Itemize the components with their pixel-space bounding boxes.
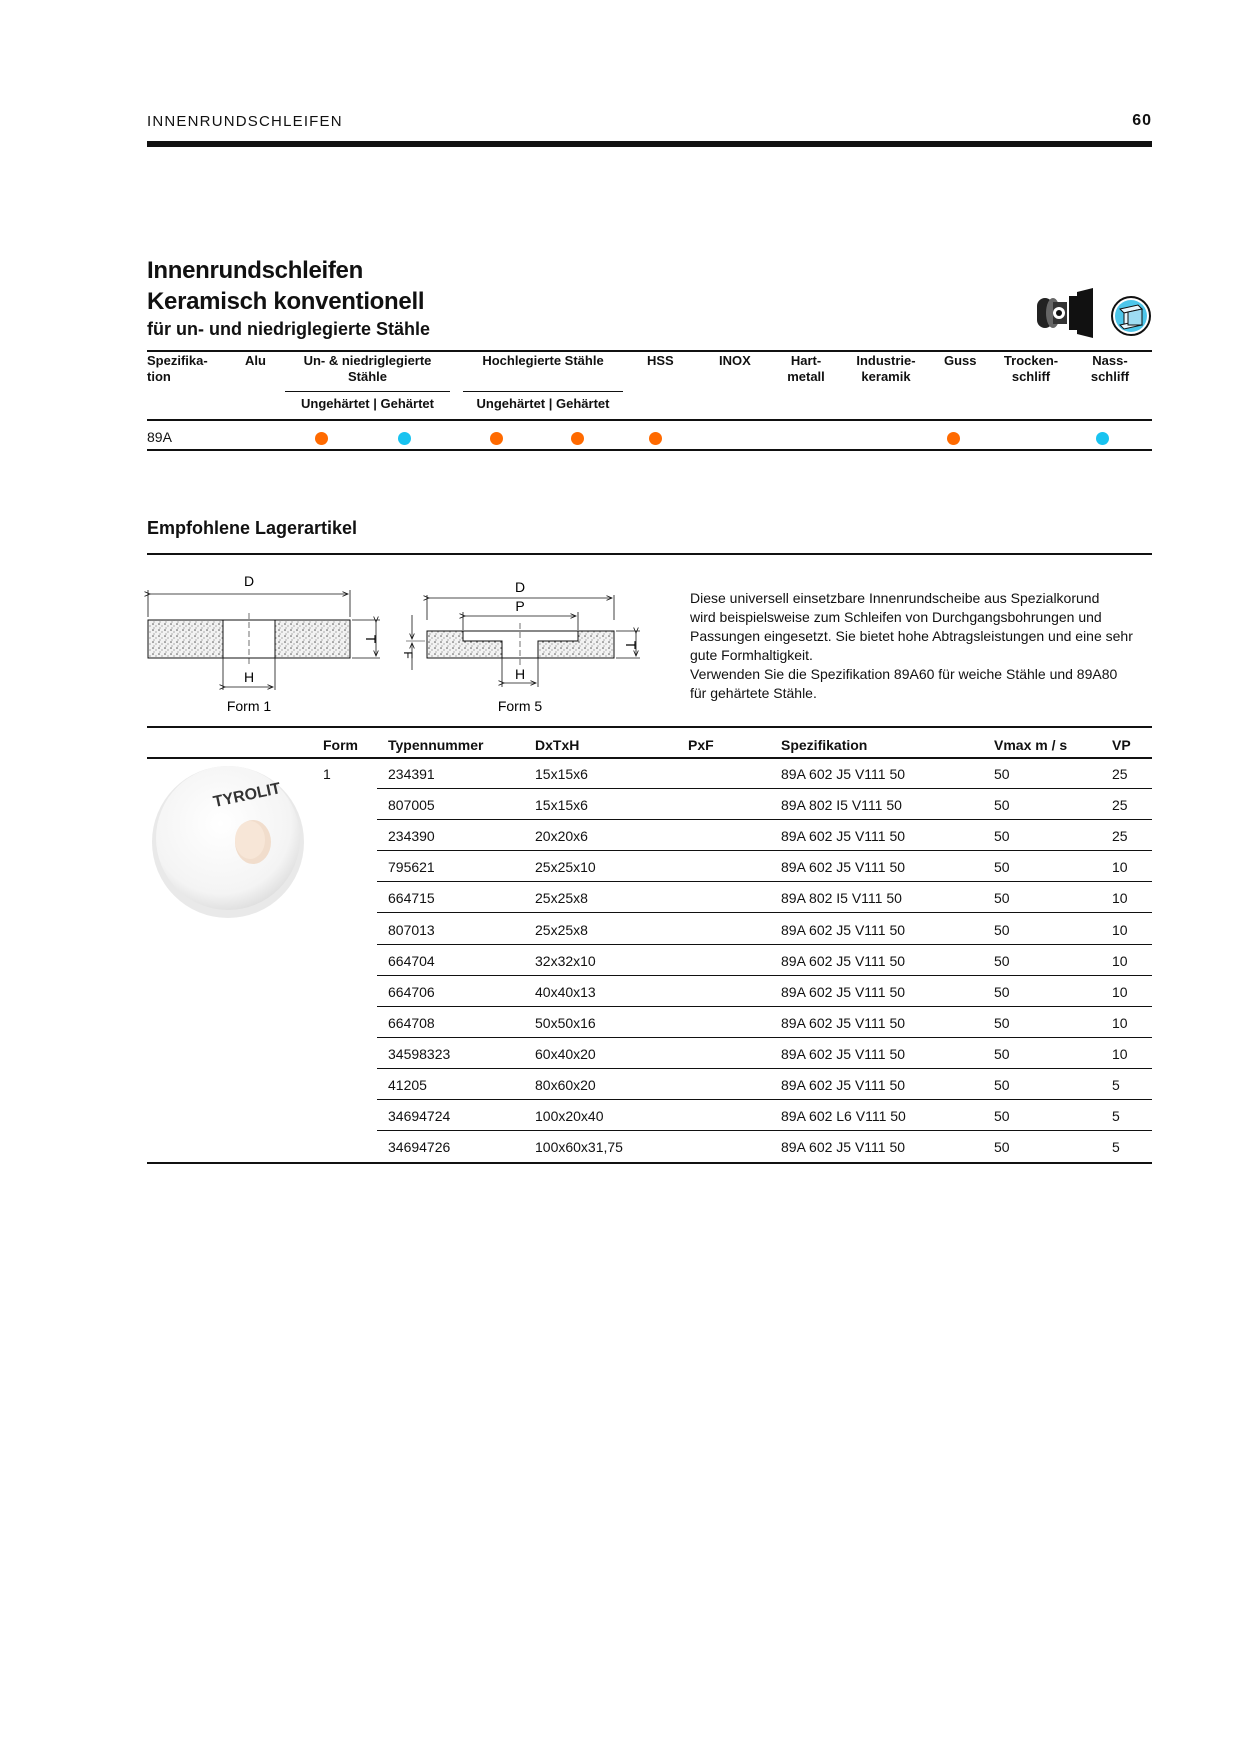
cell-vmax: 50 bbox=[994, 1014, 1010, 1031]
dot-nassschliff bbox=[1096, 432, 1109, 445]
cell-vmax: 50 bbox=[994, 797, 1010, 814]
cell-spezifikation: 89A 802 I5 V111 50 bbox=[781, 890, 902, 907]
cell-spezifikation: 89A 602 J5 V111 50 bbox=[781, 1014, 906, 1031]
th-vp: VP bbox=[1112, 737, 1131, 753]
dot-high-gehaertet bbox=[571, 432, 584, 445]
cell-typennummer: 664715 bbox=[388, 890, 435, 907]
article-table-header-rule bbox=[147, 757, 1152, 759]
cell-typennummer: 664704 bbox=[388, 952, 435, 969]
col-header-inox: INOX bbox=[719, 353, 751, 368]
table-row-divider bbox=[377, 1099, 1152, 1100]
cell-vp: 10 bbox=[1112, 1014, 1128, 1031]
cell-dxtxh: 60x40x20 bbox=[535, 1045, 596, 1062]
cell-spezifikation: 89A 802 I5 V111 50 bbox=[781, 797, 902, 814]
cell-spezifikation: 89A 602 J5 V111 50 bbox=[781, 1045, 906, 1062]
cell-spezifikation: 89A 602 J5 V111 50 bbox=[781, 1077, 906, 1093]
col-header-alu: Alu bbox=[245, 353, 266, 368]
cell-spezifikation: 89A 602 L6 V111 50 bbox=[781, 1108, 906, 1125]
article-table-top-rule bbox=[147, 726, 1152, 728]
cell-typennummer: 234391 bbox=[388, 766, 435, 782]
cell-spezifikation: 89A 602 J5 V111 50 bbox=[781, 1139, 906, 1156]
table-row-divider bbox=[377, 788, 1152, 789]
cell-vmax: 50 bbox=[994, 1108, 1010, 1125]
form5-label-F: F bbox=[401, 651, 415, 659]
cell-typennummer: 34694724 bbox=[388, 1108, 451, 1125]
th-typennummer: Typennummer bbox=[388, 737, 484, 753]
description-line: gute Formhaltigkeit. bbox=[690, 647, 813, 663]
cell-spezifikation: 89A 602 J5 V111 50 bbox=[781, 952, 906, 969]
cell-dxtxh: 25x25x8 bbox=[535, 890, 588, 907]
subheader-high: Ungehärtet | Gehärtet bbox=[476, 396, 610, 411]
page-title: Innenrundschleifen bbox=[147, 257, 363, 284]
table-row-divider bbox=[377, 944, 1152, 945]
col-header-industriekeramik: Industrie- keramik bbox=[856, 353, 916, 384]
dot-hss bbox=[649, 432, 662, 445]
cell-vp: 10 bbox=[1112, 1045, 1128, 1062]
cell-vmax: 50 bbox=[994, 1139, 1010, 1156]
form5-label-P: P bbox=[515, 598, 525, 614]
cell-vmax: 50 bbox=[994, 766, 1010, 782]
form5-label-D: D bbox=[514, 579, 526, 595]
form5-drawing bbox=[401, 579, 640, 714]
grinding-machine-icon bbox=[1035, 288, 1095, 338]
cell-typennummer: 41205 bbox=[388, 1077, 427, 1093]
cell-vmax: 50 bbox=[994, 1045, 1010, 1062]
th-vmax: Vmax m / s bbox=[994, 737, 1068, 753]
suitability-top-rule bbox=[147, 350, 1152, 352]
cell-dxtxh: 50x50x16 bbox=[535, 1014, 596, 1031]
cell-typennummer: 807005 bbox=[388, 797, 435, 814]
cell-dxtxh: 32x32x10 bbox=[535, 952, 596, 969]
header-rule bbox=[147, 141, 1152, 147]
col-header-high: Hochlegierte Stähle bbox=[482, 353, 604, 368]
cell-vmax: 50 bbox=[994, 828, 1010, 845]
cell-vmax: 50 bbox=[994, 983, 1010, 1000]
table-row-divider bbox=[377, 850, 1152, 851]
cell-dxtxh: 25x25x10 bbox=[535, 859, 596, 876]
form1-label-H: H bbox=[243, 669, 255, 685]
product-image bbox=[148, 760, 308, 920]
table-row-divider bbox=[377, 819, 1152, 820]
page-subtitle: Keramisch konventionell bbox=[147, 288, 425, 315]
cell-vmax: 50 bbox=[994, 859, 1010, 876]
cell-typennummer: 807013 bbox=[388, 921, 435, 938]
description-line: für gehärtete Stähle. bbox=[690, 685, 817, 701]
page-subtitle-2: für un- und niedriglegierte Stähle bbox=[147, 319, 431, 339]
cell-typennummer: 34598323 bbox=[388, 1045, 451, 1062]
th-form: Form bbox=[323, 737, 358, 753]
cell-dxtxh: 100x20x40 bbox=[535, 1108, 604, 1125]
th-spezifikation: Spezifikation bbox=[781, 737, 868, 753]
cell-typennummer: 664706 bbox=[388, 983, 435, 1000]
cell-dxtxh: 40x40x13 bbox=[535, 983, 596, 1000]
description-line: wird beispielsweise zum Schleifen von Durchgangsbohrungen und bbox=[690, 609, 1102, 625]
table-row-divider bbox=[377, 975, 1152, 976]
cell-vp: 10 bbox=[1112, 890, 1128, 907]
cell-typennummer: 795621 bbox=[388, 859, 435, 876]
cell-vmax: 50 bbox=[994, 1077, 1010, 1093]
cell-vp: 5 bbox=[1112, 1108, 1120, 1125]
table-row-divider bbox=[377, 881, 1152, 882]
form5-label-H: H bbox=[514, 666, 526, 682]
subheader-rule-unlow bbox=[285, 391, 450, 392]
cell-spezifikation: 89A 602 J5 V111 50 bbox=[781, 859, 906, 876]
cell-dxtxh: 80x60x20 bbox=[535, 1077, 596, 1093]
steel-beam-icon bbox=[1110, 295, 1152, 337]
dot-high-ungehaertet bbox=[490, 432, 503, 445]
product-description bbox=[690, 589, 1155, 703]
suitability-header-rule bbox=[147, 419, 1152, 421]
page-number: 60 bbox=[1132, 112, 1152, 129]
col-header-spec: Spezifika- tion bbox=[147, 353, 208, 384]
cell-dxtxh: 25x25x8 bbox=[535, 921, 588, 938]
cell-spezifikation: 89A 602 J5 V111 50 bbox=[781, 828, 906, 845]
cell-vmax: 50 bbox=[994, 952, 1010, 969]
cell-vp: 25 bbox=[1112, 828, 1128, 845]
dot-trockenschliff bbox=[947, 432, 960, 445]
cell-form: 1 bbox=[323, 766, 331, 782]
dot-unlow-gehaertet bbox=[398, 432, 411, 445]
col-header-guss: Guss bbox=[944, 353, 977, 368]
form1-drawing bbox=[148, 575, 380, 714]
col-header-nassschliff: Nass- schliff bbox=[1090, 353, 1130, 384]
form1-label-D: D bbox=[243, 575, 255, 589]
cell-dxtxh: 15x15x6 bbox=[535, 797, 588, 814]
cell-vp: 10 bbox=[1112, 983, 1128, 1000]
cell-typennummer: 234390 bbox=[388, 828, 435, 845]
col-header-trockenschliff: Trocken- schliff bbox=[1003, 353, 1059, 384]
cell-vp: 10 bbox=[1112, 921, 1128, 938]
form1-label-T: T bbox=[363, 634, 379, 644]
cell-dxtxh: 100x60x31,75 bbox=[535, 1139, 623, 1156]
description-line: Verwenden Sie die Spezifikation 89A60 für weiche Stähle und 89A80 bbox=[690, 666, 1118, 682]
form5-caption: Form 5 bbox=[497, 698, 543, 714]
description-line: Passungen eingesetzt. Sie bietet hohe Abtragsleistungen und eine sehr bbox=[690, 628, 1133, 644]
table-row-divider bbox=[377, 1068, 1152, 1069]
cell-typennummer: 664708 bbox=[388, 1014, 435, 1031]
cell-spezifikation: 89A 602 J5 V111 50 bbox=[781, 921, 906, 938]
cell-vp: 25 bbox=[1112, 797, 1128, 814]
suitability-bottom-rule bbox=[147, 449, 1152, 451]
dot-unlow-ungehaertet bbox=[315, 432, 328, 445]
table-row-divider bbox=[377, 912, 1152, 913]
spec-code: 89A bbox=[147, 429, 172, 445]
cell-spezifikation: 89A 602 J5 V111 50 bbox=[781, 766, 906, 782]
table-row-divider bbox=[377, 1130, 1152, 1131]
cell-vp: 5 bbox=[1112, 1077, 1120, 1093]
description-line: Diese universell einsetzbare Innenrundscheibe aus Spezialkorund bbox=[690, 590, 1100, 606]
cell-vmax: 50 bbox=[994, 921, 1010, 938]
cell-vmax: 50 bbox=[994, 890, 1010, 907]
col-header-hartmetall: Hart- metall bbox=[787, 353, 825, 384]
article-table-bottom-rule bbox=[147, 1162, 1152, 1164]
cell-dxtxh: 15x15x6 bbox=[535, 766, 588, 782]
th-dxtxh: DxTxH bbox=[535, 737, 580, 753]
form5-label-T: T bbox=[623, 640, 639, 650]
section-rule bbox=[147, 553, 1152, 555]
table-row-divider bbox=[377, 1037, 1152, 1038]
cell-vp: 10 bbox=[1112, 859, 1128, 876]
section-header: INNENRUNDSCHLEIFEN bbox=[147, 113, 343, 130]
subheader-unlow: Ungehärtet | Gehärtet bbox=[301, 396, 434, 411]
cell-vp: 10 bbox=[1112, 952, 1128, 969]
subheader-rule-high bbox=[463, 391, 623, 392]
cell-typennummer: 34694726 bbox=[388, 1139, 451, 1156]
col-header-unlow: Un- & niedriglegierte Stähle bbox=[303, 353, 432, 384]
table-row-divider bbox=[377, 1006, 1152, 1007]
cell-vp: 25 bbox=[1112, 766, 1128, 782]
cell-vp: 5 bbox=[1112, 1139, 1120, 1156]
cell-spezifikation: 89A 602 J5 V111 50 bbox=[781, 983, 906, 1000]
section-title: Empfohlene Lagerartikel bbox=[147, 518, 358, 538]
form1-caption: Form 1 bbox=[226, 698, 272, 714]
form-drawings bbox=[140, 575, 660, 725]
brand-logo: TYROLIT bbox=[211, 780, 283, 812]
th-pxf: PxF bbox=[688, 737, 714, 753]
cell-dxtxh: 20x20x6 bbox=[535, 828, 588, 845]
col-header-hss: HSS bbox=[647, 353, 674, 368]
